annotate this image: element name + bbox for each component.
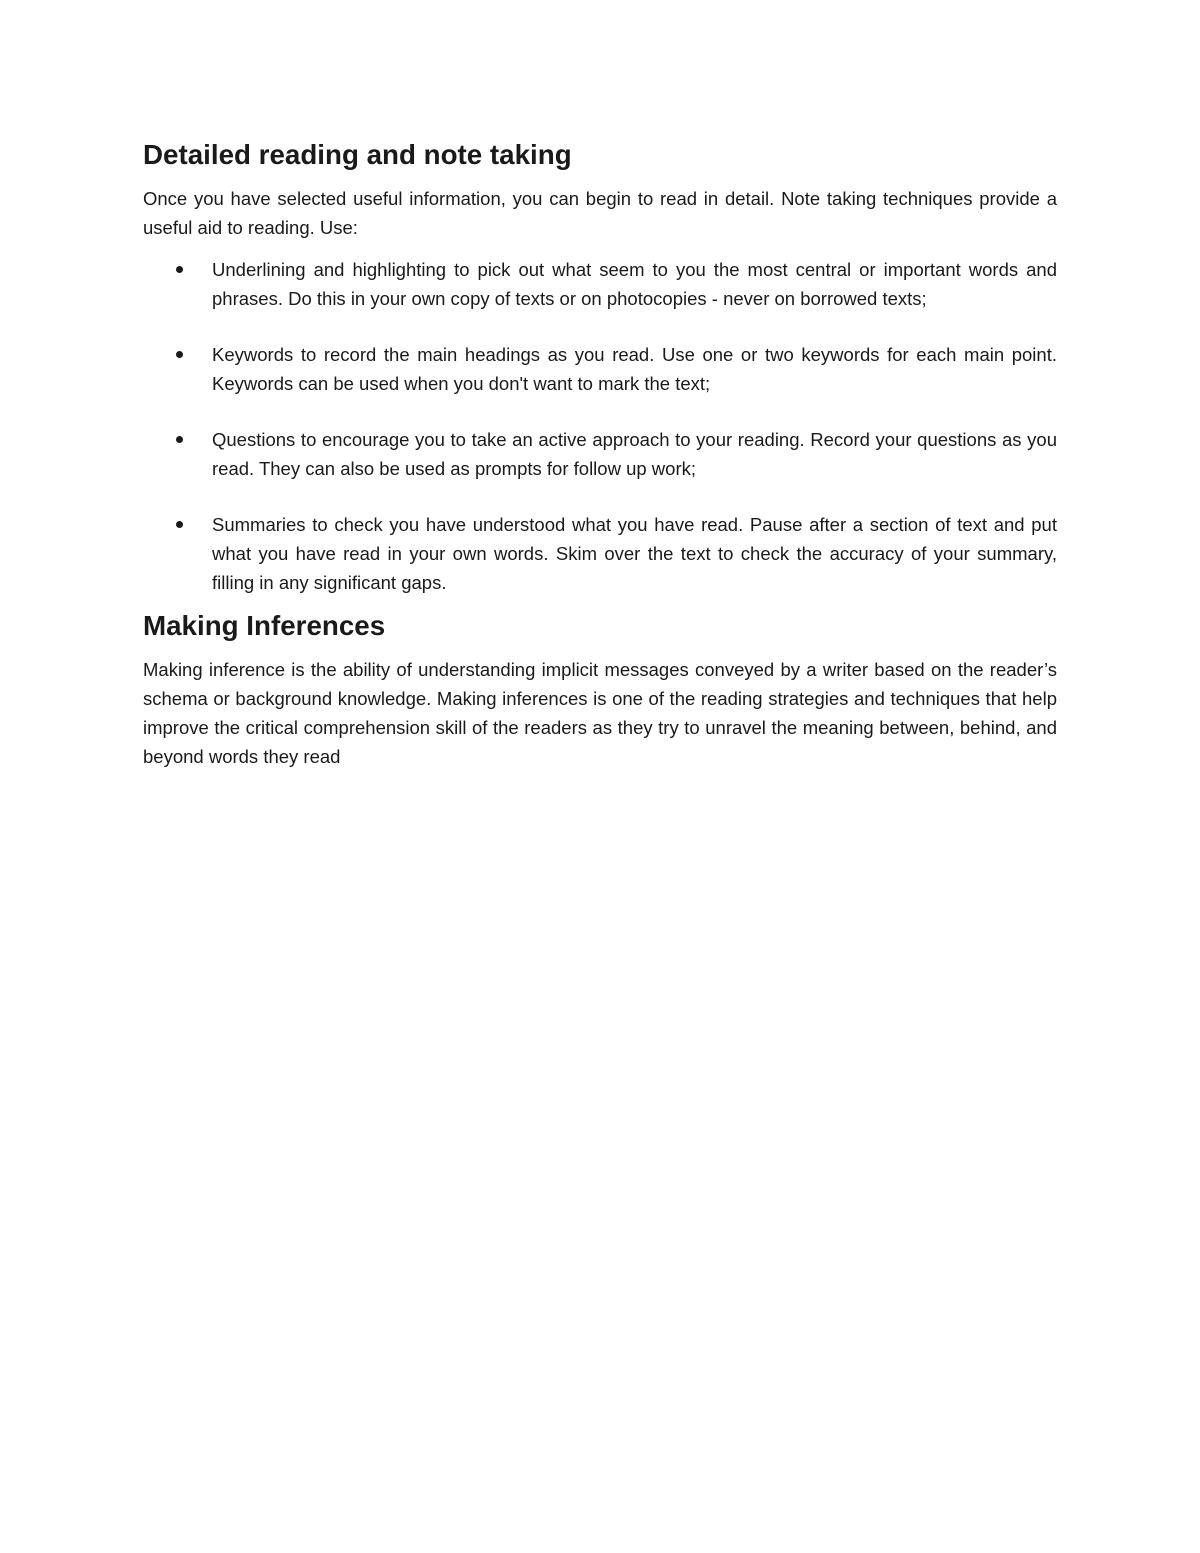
list-item-text: Keywords to record the main headings as you read. Use one or two keywords for each main point. Keywords can be used when you don't want to mark the text; xyxy=(212,344,1057,394)
spacer xyxy=(143,242,1057,255)
technique-list xyxy=(143,255,1057,597)
bullet-icon xyxy=(176,351,183,358)
spacer xyxy=(143,169,1057,184)
list-item-keywords xyxy=(143,340,1057,398)
bullet-icon xyxy=(176,436,183,443)
inferences-paragraph: Making inference is the ability of understanding implicit messages conveyed by a writer based on the reader’s schema or background knowledge. Making inferences is one of the reading strategies and techniques that help improve the critical comprehension skill of the readers as they try to unravel the meaning between, behind, and beyond words they read xyxy=(143,659,1057,767)
document-page xyxy=(143,140,1057,771)
list-item-text: Questions to encourage you to take an active approach to your reading. Record your questions as you read. They can also be used as prompts for follow up work; xyxy=(212,429,1057,479)
list-item-text: Summaries to check you have understood what you have read. Pause after a section of text and put what you have read in your own words. Skim over the text to check the accuracy of your summary, filling in any significant gaps. xyxy=(212,514,1057,593)
list-item-summaries xyxy=(143,510,1057,597)
spacer xyxy=(143,640,1057,655)
section-heading-note-taking: Detailed reading and note taking xyxy=(143,139,572,170)
bullet-icon xyxy=(176,521,183,528)
list-item-text: Underlining and highlighting to pick out what seem to you the most central or important words and phrases. Do this in your own copy of texts or on photocopies - never on borrowed texts; xyxy=(212,259,1057,309)
bullet-icon xyxy=(176,266,183,273)
section-heading-inferences: Making Inferences xyxy=(143,610,386,641)
intro-paragraph: Once you have selected useful information, you can begin to read in detail. Note taking techniques provide a useful aid to reading. Use: xyxy=(143,188,1057,238)
list-item-underlining xyxy=(143,255,1057,313)
list-item-questions xyxy=(143,425,1057,483)
